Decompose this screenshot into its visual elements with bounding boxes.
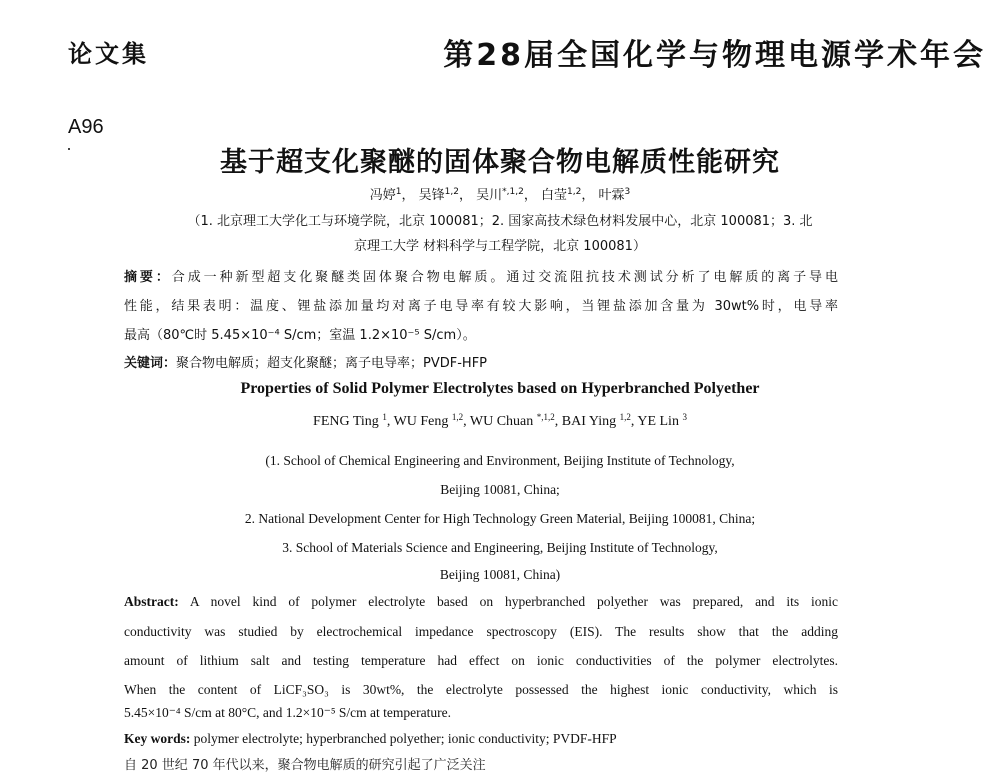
author-zh: 吴锋 bbox=[418, 188, 445, 203]
abstract-en-line5: 5.45×10⁻⁴ S/cm at 80°C, and 1.2×10⁻⁵ S/cm at temperature. bbox=[124, 705, 451, 720]
author-en: FENG Ting bbox=[313, 414, 379, 429]
author-en-sup: 1,2 bbox=[619, 412, 631, 422]
abstract-en-line4: When the content of LiCF₃SO₃ is 30wt%, the electrolyte possessed the highest ionic conductivity, which is bbox=[124, 682, 838, 697]
authors-en: FENG Ting $^1$, WU Feng $^{1,2}$, WU Chuan $^{*,1,2}$, BAI Ying $^{1,2}$, YE Lin $^3$ bbox=[313, 412, 687, 429]
abstract-zh-text: 合成一种新型超支化聚醚类固体聚合物电解质。通过交流阻抗技术测试分析了电解质的离子导电 bbox=[171, 270, 838, 285]
author-en-sup: 3 bbox=[682, 412, 687, 422]
abstract-en-line1 bbox=[124, 594, 838, 610]
keywords-en-text: polymer electrolyte; hyperbranched polyether; ionic conductivity; PVDF-HFP bbox=[193, 731, 617, 746]
author-en-sup: *,1,2 bbox=[536, 412, 555, 422]
author-zh: 白莹 bbox=[540, 188, 567, 203]
paper-code: A96 bbox=[68, 116, 104, 138]
authors-zh: 冯婷$^1$， 吴锋$^{1,2}$， 吴川$^{*,1,2}$， 白莹$^{1,2}$， 叶霖$^3$ bbox=[369, 187, 631, 203]
title-zh: 基于超支化聚醚的固体聚合物电解质性能研究 bbox=[220, 147, 780, 178]
cut-off-body-line: 自 20 世纪 70 年代以来，聚合物电解质的研究引起了广泛关注 bbox=[124, 758, 486, 773]
author-en-sup: 1 bbox=[382, 412, 387, 422]
keywords-zh-text: 聚合物电解质；超支化聚醚；离子电导率；PVDF-HFP bbox=[176, 356, 488, 371]
author-zh-sup: 1,2 bbox=[444, 187, 459, 197]
author-zh: 冯婷 bbox=[369, 188, 396, 203]
author-en: BAI Ying bbox=[561, 414, 617, 429]
abstract-en-label: Abstract: bbox=[124, 594, 179, 609]
author-zh: 吴川 bbox=[476, 188, 503, 203]
keywords-en bbox=[124, 731, 617, 747]
affiliation-en-line4: 3. School of Materials Science and Engineering, Beijing Institute of Technology, bbox=[282, 540, 718, 555]
affiliation-en-line1: (1. School of Chemical Engineering and Environment, Beijing Institute of Technology, bbox=[265, 453, 735, 468]
abstract-en-line2: conductivity was studied by electrochemical impedance spectroscopy (EIS). The results show that the adding bbox=[124, 624, 838, 639]
affiliation-zh-line1: （1. 北京理工大学化工与环境学院，北京 100081；2. 国家高技术绿色材料发展中心，北京 100081；3. 北 bbox=[187, 214, 813, 229]
header-left-title: 论文集 bbox=[68, 40, 149, 68]
author-en: WU Chuan bbox=[469, 414, 534, 429]
keywords-en-label: Key words: bbox=[124, 731, 191, 746]
author-zh-sup: 1 bbox=[395, 187, 402, 197]
conference-title: 第28届全国化学与物理电源学术年会 bbox=[443, 38, 986, 73]
abstract-zh-line3: 最高（80℃时 5.45×10⁻⁴ S/cm；室温 1.2×10⁻⁵ S/cm）。 bbox=[124, 328, 476, 343]
abstract-en-line3: amount of lithium salt and testing temperature had effect on ionic conductivities of the polymer electrolytes. bbox=[124, 653, 838, 668]
keywords-zh bbox=[124, 352, 487, 371]
author-zh-sup: 1,2 bbox=[567, 187, 582, 197]
affiliation-en-line5: Beijing 10081, China) bbox=[439, 567, 561, 582]
abstract-zh-line1 bbox=[124, 266, 838, 285]
keywords-zh-label: 关键词： bbox=[124, 356, 177, 371]
affiliation-en-line2: Beijing 10081, China; bbox=[440, 482, 560, 497]
author-en: YE Lin bbox=[637, 414, 679, 429]
affiliation-zh-line2: 京理工大学 材料科学与工程学院，北京 100081） bbox=[354, 239, 646, 254]
author-zh: 叶霖 bbox=[598, 188, 625, 203]
abstract-zh-label: 摘要： bbox=[124, 270, 172, 285]
affiliation-en-line3: 2. National Development Center for High Technology Green Material, Beijing 100081, China; bbox=[244, 511, 756, 526]
author-zh-sup: *,1,2 bbox=[502, 187, 524, 197]
title-en: Properties of Solid Polymer Electrolytes based on Hyperbranched Polyether bbox=[240, 380, 760, 397]
abstract-zh-line2: 性能，结果表明：温度、锂盐添加量均对离子电导率有较大影响，当锂盐添加含量为 30wt%时，电导率 bbox=[124, 299, 838, 314]
author-zh-sup: 3 bbox=[624, 187, 631, 197]
abstract-en-text: A novel kind of polymer electrolyte based on hyperbranched polyether was prepared, and its ionic bbox=[189, 594, 838, 609]
author-en-sup: 1,2 bbox=[451, 412, 464, 422]
author-en: WU Feng bbox=[393, 414, 449, 429]
